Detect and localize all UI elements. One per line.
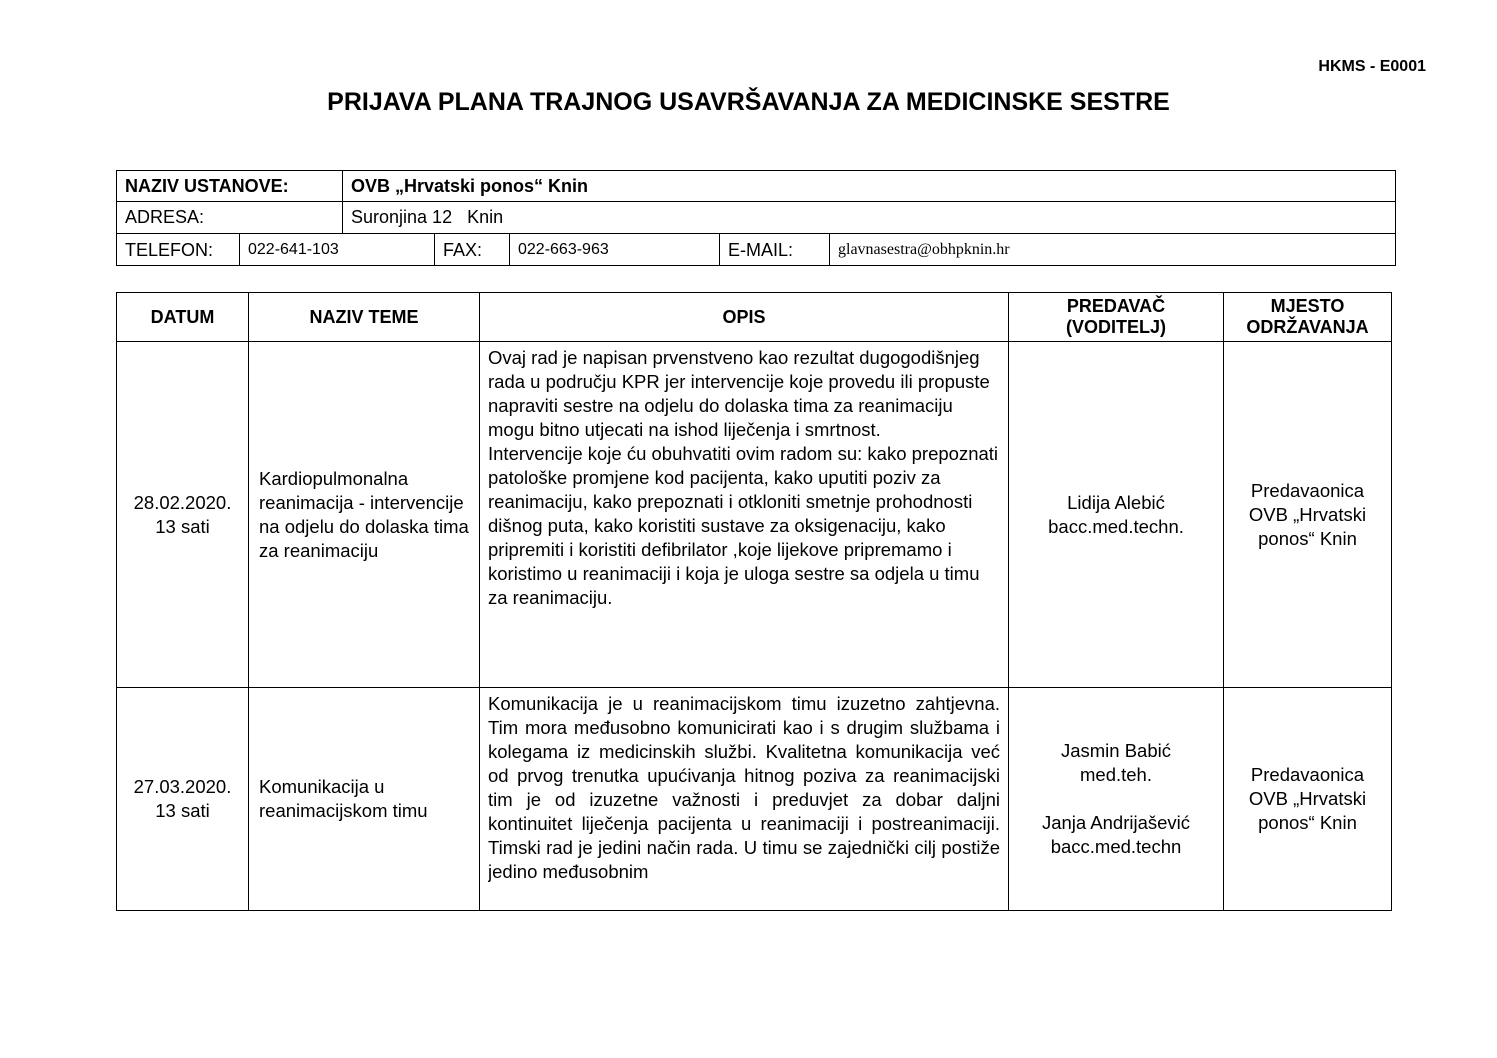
row-place [1224, 342, 1392, 688]
place-line: OVB „Hrvatski [1248, 503, 1367, 525]
lecturer-name: Jasmin Babić [1060, 740, 1171, 761]
place-line: ponos“ Knin [1258, 812, 1357, 833]
header-lecturer-line2: (VODITELJ) [1065, 317, 1166, 337]
table-row [117, 342, 1392, 688]
header-description: OPIS [480, 293, 1009, 342]
row-time: 13 sati [155, 515, 210, 537]
phone-value: 022-641-103 [239, 234, 434, 266]
header-place [1224, 293, 1392, 342]
header-place-line1: MJESTO [1270, 296, 1345, 316]
row-topic: Kardiopulmonalna reanimacija - intervencije na odjelu do dolaska tima za reanimaciju [249, 342, 480, 688]
lecturer-title: bacc.med.techn. [1048, 515, 1184, 537]
row-place [1224, 688, 1392, 911]
row-description [480, 342, 1009, 688]
email-value: glavnasestra@obhpknin.hr [829, 234, 1395, 266]
header-topic: NAZIV TEME [249, 293, 480, 342]
row-topic: Komunikacija u reanimacijskom timu [249, 688, 480, 911]
row-date-cell [117, 688, 249, 911]
place-line: Predavaonica [1250, 479, 1365, 501]
header-lecturer-line1: PREDAVAČ [1066, 296, 1166, 316]
fax-label: FAX: [434, 234, 509, 266]
row-lecturer [1009, 342, 1224, 688]
row-date: 28.02.2020. [133, 491, 232, 513]
row-description-paragraph: Intervencije koje ću obuhvatiti ovim radom su: kako prepoznati patološke promjene kod pacijenta, kako uputiti poziv za reanimaciju, kako prepoznati i otkloniti smetnje prohodnosti dišnog puta, kako koristiti sustave za oksigenaciju, kako pripremiti i koristiti defibrilator ,koje lijekove pripremamo i koristimo u reanimaciji i koja je uloga sestre sa odjela u timu za reanimaciju. [488, 443, 999, 608]
training-plan-table [116, 292, 1392, 911]
place-line: Predavaonica [1250, 764, 1365, 785]
phone-label: TELEFON: [125, 239, 214, 260]
lecturer-title: med.teh. [1080, 764, 1152, 785]
lecturer-title: bacc.med.techn [1050, 836, 1182, 857]
address-value: Suronjina 12 Knin [342, 202, 1397, 233]
institution-info-box [116, 170, 1396, 266]
row-description-paragraph: Ovaj rad je napisan prvenstveno kao rezultat dugogodišnjeg rada u području KPR jer intervencije koje provedu ili propuste napraviti sestre na odjelu do dolaska tima za reanimaciju mogu bitno utjecati na ishod liječenja i smrtnost. [488, 347, 990, 440]
header-place-line2: ODRŽAVANJA [1246, 317, 1369, 337]
document-code: HKMS - E0001 [1318, 58, 1426, 75]
lecturer-name: Janja Andrijašević [1041, 812, 1191, 833]
page-title: PRIJAVA PLANA TRAJNOG USAVRŠAVANJA ZA MEDICINSKE SESTRE [327, 88, 1170, 116]
row-description-paragraph: Komunikacija je u reanimacijskom timu izuzetno zahtjevna. Tim mora međusobno komunicirati kao i s drugim službama i kolegama iz medicinskih službi. Kvalitetna komunikacija već od prvog trenutka upućivanja hitnog poziva za reanimacijski tim je od izuzetne važnosti i preduvjet za dobar daljni kontinuitet liječenja pacijenta u reanimaciji i postreanimaciji. Timski rad je jedini način rada. U timu se zajednički cilj postiže jedino međusobnim [488, 693, 1000, 882]
address-label: ADRESA: [125, 207, 205, 227]
row-description [480, 688, 1009, 911]
institution-name-label: NAZIV USTANOVE: [125, 175, 289, 196]
table-row [117, 688, 1392, 911]
institution-name-value: OVB „Hrvatski ponos“ Knin [342, 171, 1397, 201]
row-date: 27.03.2020. [133, 776, 232, 797]
header-date: DATUM [117, 293, 249, 342]
fax-value: 022-663-963 [509, 234, 719, 266]
table-header-row [117, 293, 1392, 342]
lecturer-name: Lidija Alebić [1067, 491, 1165, 513]
address-row [117, 202, 1395, 234]
email-label: E-MAIL: [719, 234, 829, 266]
place-line: OVB „Hrvatski [1248, 788, 1367, 809]
row-date-cell [117, 342, 249, 688]
institution-name-row [117, 171, 1395, 202]
contact-row [117, 234, 1395, 266]
place-line: ponos“ Knin [1258, 527, 1357, 549]
header-lecturer [1009, 293, 1224, 342]
row-time: 13 sati [155, 800, 210, 821]
row-lecturer [1009, 688, 1224, 911]
